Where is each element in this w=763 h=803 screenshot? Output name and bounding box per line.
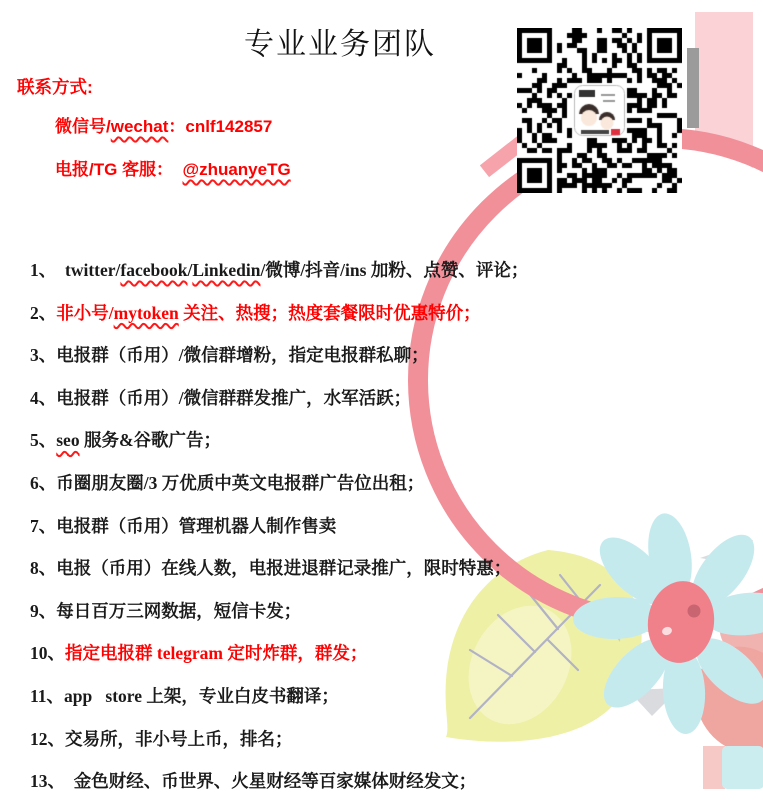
service-item-number: 13、 bbox=[30, 771, 65, 792]
service-item-number: 12、 bbox=[30, 728, 65, 749]
service-item-text: 电报（币用）在线人数，电报进退群记录推广，限时特惠； bbox=[56, 558, 512, 579]
service-item-number: 11、 bbox=[30, 685, 65, 706]
service-item-text: twitter/ bbox=[56, 260, 121, 280]
service-item-number: 2、 bbox=[30, 302, 57, 323]
service-item-misspelled-text: facebook bbox=[120, 260, 188, 280]
service-item-number: 7、 bbox=[30, 515, 57, 536]
service-item-number: 1、 bbox=[30, 260, 57, 280]
service-item bbox=[30, 419, 750, 462]
service-item-number: 6、 bbox=[30, 472, 57, 493]
page-title: 专业业务团队 bbox=[244, 28, 436, 61]
contact-misspelled-text: wechat bbox=[110, 117, 169, 136]
service-item bbox=[30, 462, 750, 505]
service-item-text: / bbox=[187, 260, 193, 280]
service-item-misspelled-text: mytoken bbox=[113, 302, 179, 323]
service-item-text: 每日百万三网数据，短信卡发； bbox=[56, 600, 302, 621]
service-item bbox=[30, 292, 750, 335]
service-item-text: app store 上架，专业白皮书翻译； bbox=[64, 685, 339, 706]
service-item bbox=[30, 760, 750, 803]
service-item-text: 币圈朋友圈/3 万优质中英文电报群广告位出租； bbox=[56, 472, 425, 493]
service-item-text: 关注、热搜；热度套餐限时优惠特价； bbox=[178, 302, 481, 323]
contact-line bbox=[55, 105, 291, 148]
gray-bar-decoration bbox=[687, 48, 699, 128]
service-item-text: 金色财经、币世界、火星财经等百家媒体财经发文； bbox=[65, 771, 477, 792]
service-item bbox=[30, 632, 750, 675]
service-item-text: /微博/抖音/ins 加粉、点赞、评论； bbox=[260, 260, 529, 280]
contact-section bbox=[55, 105, 291, 191]
service-item bbox=[30, 334, 750, 377]
service-item-text: 电报群（币用）/微信群群发推广，水军活跃； bbox=[56, 387, 412, 408]
service-item-misspelled-text: Linkedin bbox=[192, 260, 261, 280]
service-list bbox=[30, 249, 750, 803]
service-item-text: 非小号/ bbox=[56, 302, 114, 323]
service-item-number: 9、 bbox=[30, 600, 57, 621]
service-item-text: 指定电报群 telegram 定时炸群，群发； bbox=[65, 643, 368, 664]
service-item bbox=[30, 505, 750, 548]
service-item-number: 10、 bbox=[30, 643, 65, 664]
service-item-text: 电报群（币用）/微信群增粉，指定电报群私聊； bbox=[56, 345, 429, 366]
service-item-text: 电报群（币用）管理机器人制作售卖 bbox=[56, 515, 337, 536]
service-item-number: 4、 bbox=[30, 387, 57, 408]
service-item bbox=[30, 547, 750, 590]
contact-text: 微信号/ bbox=[55, 117, 111, 136]
service-item-number: 5、 bbox=[30, 430, 57, 451]
service-item-number: 8、 bbox=[30, 558, 57, 579]
service-item-number: 3、 bbox=[30, 345, 57, 366]
service-item-text: 服务&谷歌广告； bbox=[79, 430, 222, 451]
contact-line bbox=[55, 148, 291, 191]
service-item bbox=[30, 590, 750, 633]
service-item bbox=[30, 249, 750, 292]
service-item bbox=[30, 718, 750, 761]
contact-misspelled-text: @zhuanyeTG bbox=[182, 160, 291, 179]
contact-text: 电报/TG 客服： bbox=[55, 160, 183, 179]
contact-text: ：cnlf142857 bbox=[168, 117, 273, 136]
service-item bbox=[30, 377, 750, 420]
contact-heading: 联系方式: bbox=[17, 77, 93, 97]
service-item-text: 交易所，非小号上币，排名； bbox=[65, 728, 293, 749]
service-item-misspelled-text: seo bbox=[56, 430, 80, 451]
service-item bbox=[30, 675, 750, 718]
